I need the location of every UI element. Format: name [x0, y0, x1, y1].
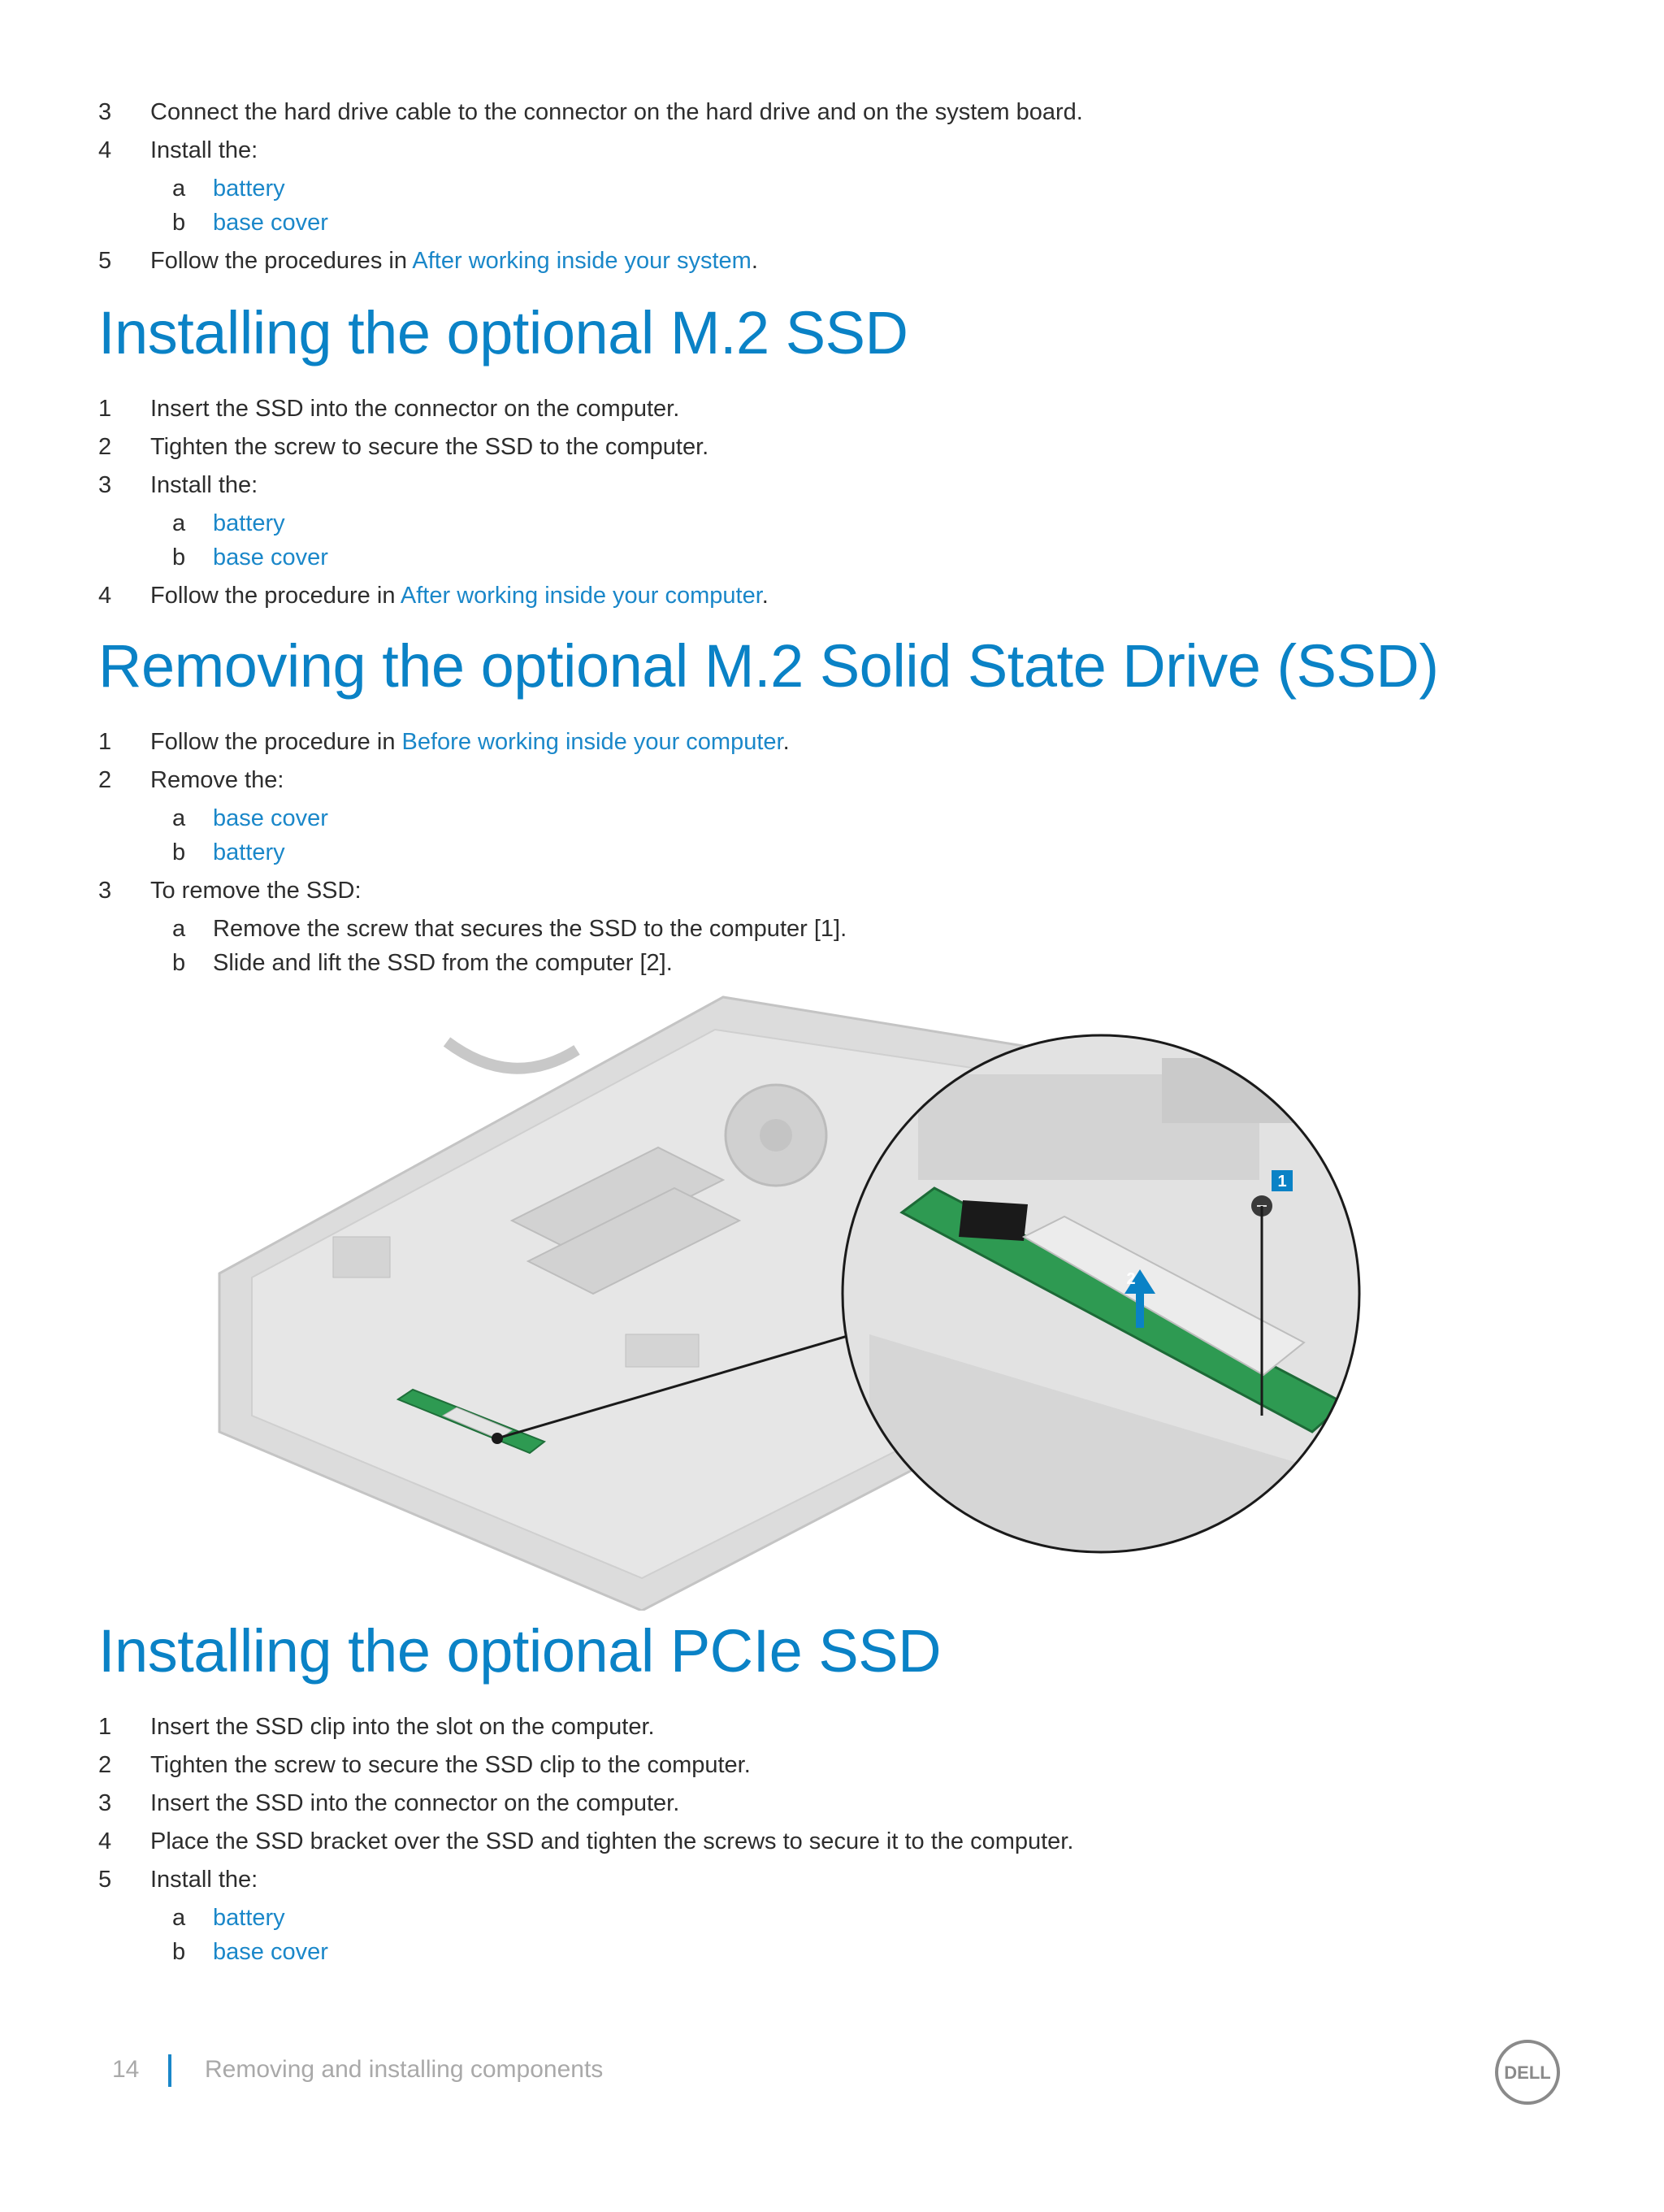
substep-letter: b	[172, 544, 186, 570]
substep-text: Remove the screw that secures the SSD to the computer [1].	[213, 916, 847, 942]
step-text: Install the:	[150, 472, 258, 498]
step-number: 5	[98, 248, 112, 274]
step-text: To remove the SSD:	[150, 878, 362, 904]
base-cover-link[interactable]: base cover	[213, 544, 328, 570]
step-text: Follow the procedure in Before working inside your computer.	[150, 729, 790, 755]
step-number: 3	[98, 99, 112, 125]
dell-logo-icon	[1493, 2038, 1562, 2106]
step-number: 4	[98, 137, 112, 163]
after-working-system-link[interactable]: After working inside your system	[412, 248, 752, 274]
battery-link[interactable]: battery	[213, 839, 285, 865]
step-number: 4	[98, 1828, 112, 1854]
substep-letter: a	[172, 510, 186, 536]
base-cover-link[interactable]: base cover	[213, 1939, 328, 1965]
step-number: 2	[98, 434, 112, 460]
page-number: 14	[112, 2056, 140, 2083]
step-text: Insert the SSD clip into the slot on the computer.	[150, 1714, 655, 1740]
step-number: 2	[98, 767, 112, 793]
footer-section-name: Removing and installing components	[205, 2056, 604, 2083]
step-text: Insert the SSD into the connector on the computer.	[150, 396, 680, 422]
step-number: 2	[98, 1752, 112, 1778]
substep-letter: a	[172, 916, 186, 942]
battery-link[interactable]: battery	[213, 510, 285, 536]
step-text: Insert the SSD into the connector on the computer.	[150, 1790, 680, 1816]
after-working-computer-link[interactable]: After working inside your computer	[400, 583, 762, 609]
step-text: Connect the hard drive cable to the connector on the hard drive and on the system board.	[150, 99, 1083, 125]
step-text: Install the:	[150, 1867, 258, 1893]
substep-letter: b	[172, 950, 186, 976]
svg-text:DELL: DELL	[1504, 2062, 1551, 2083]
step-number: 3	[98, 878, 112, 904]
base-cover-link[interactable]: base cover	[213, 805, 328, 831]
substep-letter: b	[172, 1939, 186, 1965]
heading-install-m2-ssd: Installing the optional M.2 SSD	[98, 299, 908, 366]
step-text: Install the:	[150, 137, 258, 163]
step-text: Remove the:	[150, 767, 284, 793]
substep-letter: a	[172, 176, 186, 202]
callout-1: 1	[1277, 1173, 1287, 1191]
step-number: 1	[98, 396, 112, 422]
step-number: 5	[98, 1867, 112, 1893]
substep-letter: a	[172, 805, 186, 831]
step-text: Tighten the screw to secure the SSD clip to the computer.	[150, 1752, 751, 1778]
step-number: 3	[98, 1790, 112, 1816]
battery-link[interactable]: battery	[213, 1905, 285, 1931]
callout-2: 2	[1126, 1270, 1136, 1288]
heading-install-pcie-ssd: Installing the optional PCIe SSD	[98, 1617, 942, 1685]
step-text: Tighten the screw to secure the SSD to the computer.	[150, 434, 709, 460]
step-text: Place the SSD bracket over the SSD and tighten the screws to secure it to the computer.	[150, 1828, 1074, 1854]
step-number: 1	[98, 729, 112, 755]
base-cover-link[interactable]: base cover	[213, 210, 328, 236]
before-working-computer-link[interactable]: Before working inside your computer	[401, 729, 783, 755]
footer-divider	[168, 2054, 171, 2087]
substep-letter: a	[172, 1905, 186, 1931]
substep-letter: b	[172, 210, 186, 236]
battery-link[interactable]: battery	[213, 176, 285, 202]
step-number: 3	[98, 472, 112, 498]
step-text: Follow the procedures in After working inside your system.	[150, 248, 758, 274]
step-number: 1	[98, 1714, 112, 1740]
step-text: Follow the procedure in After working inside your computer.	[150, 583, 769, 609]
substep-letter: b	[172, 839, 186, 865]
step-number: 4	[98, 583, 112, 609]
ssd-chip	[959, 1200, 1028, 1241]
substep-text: Slide and lift the SSD from the computer [2].	[213, 950, 673, 976]
heading-remove-m2-ssd: Removing the optional M.2 Solid State Drive (SSD)	[98, 632, 1439, 700]
ssd-removal-illustration	[203, 993, 1373, 1611]
